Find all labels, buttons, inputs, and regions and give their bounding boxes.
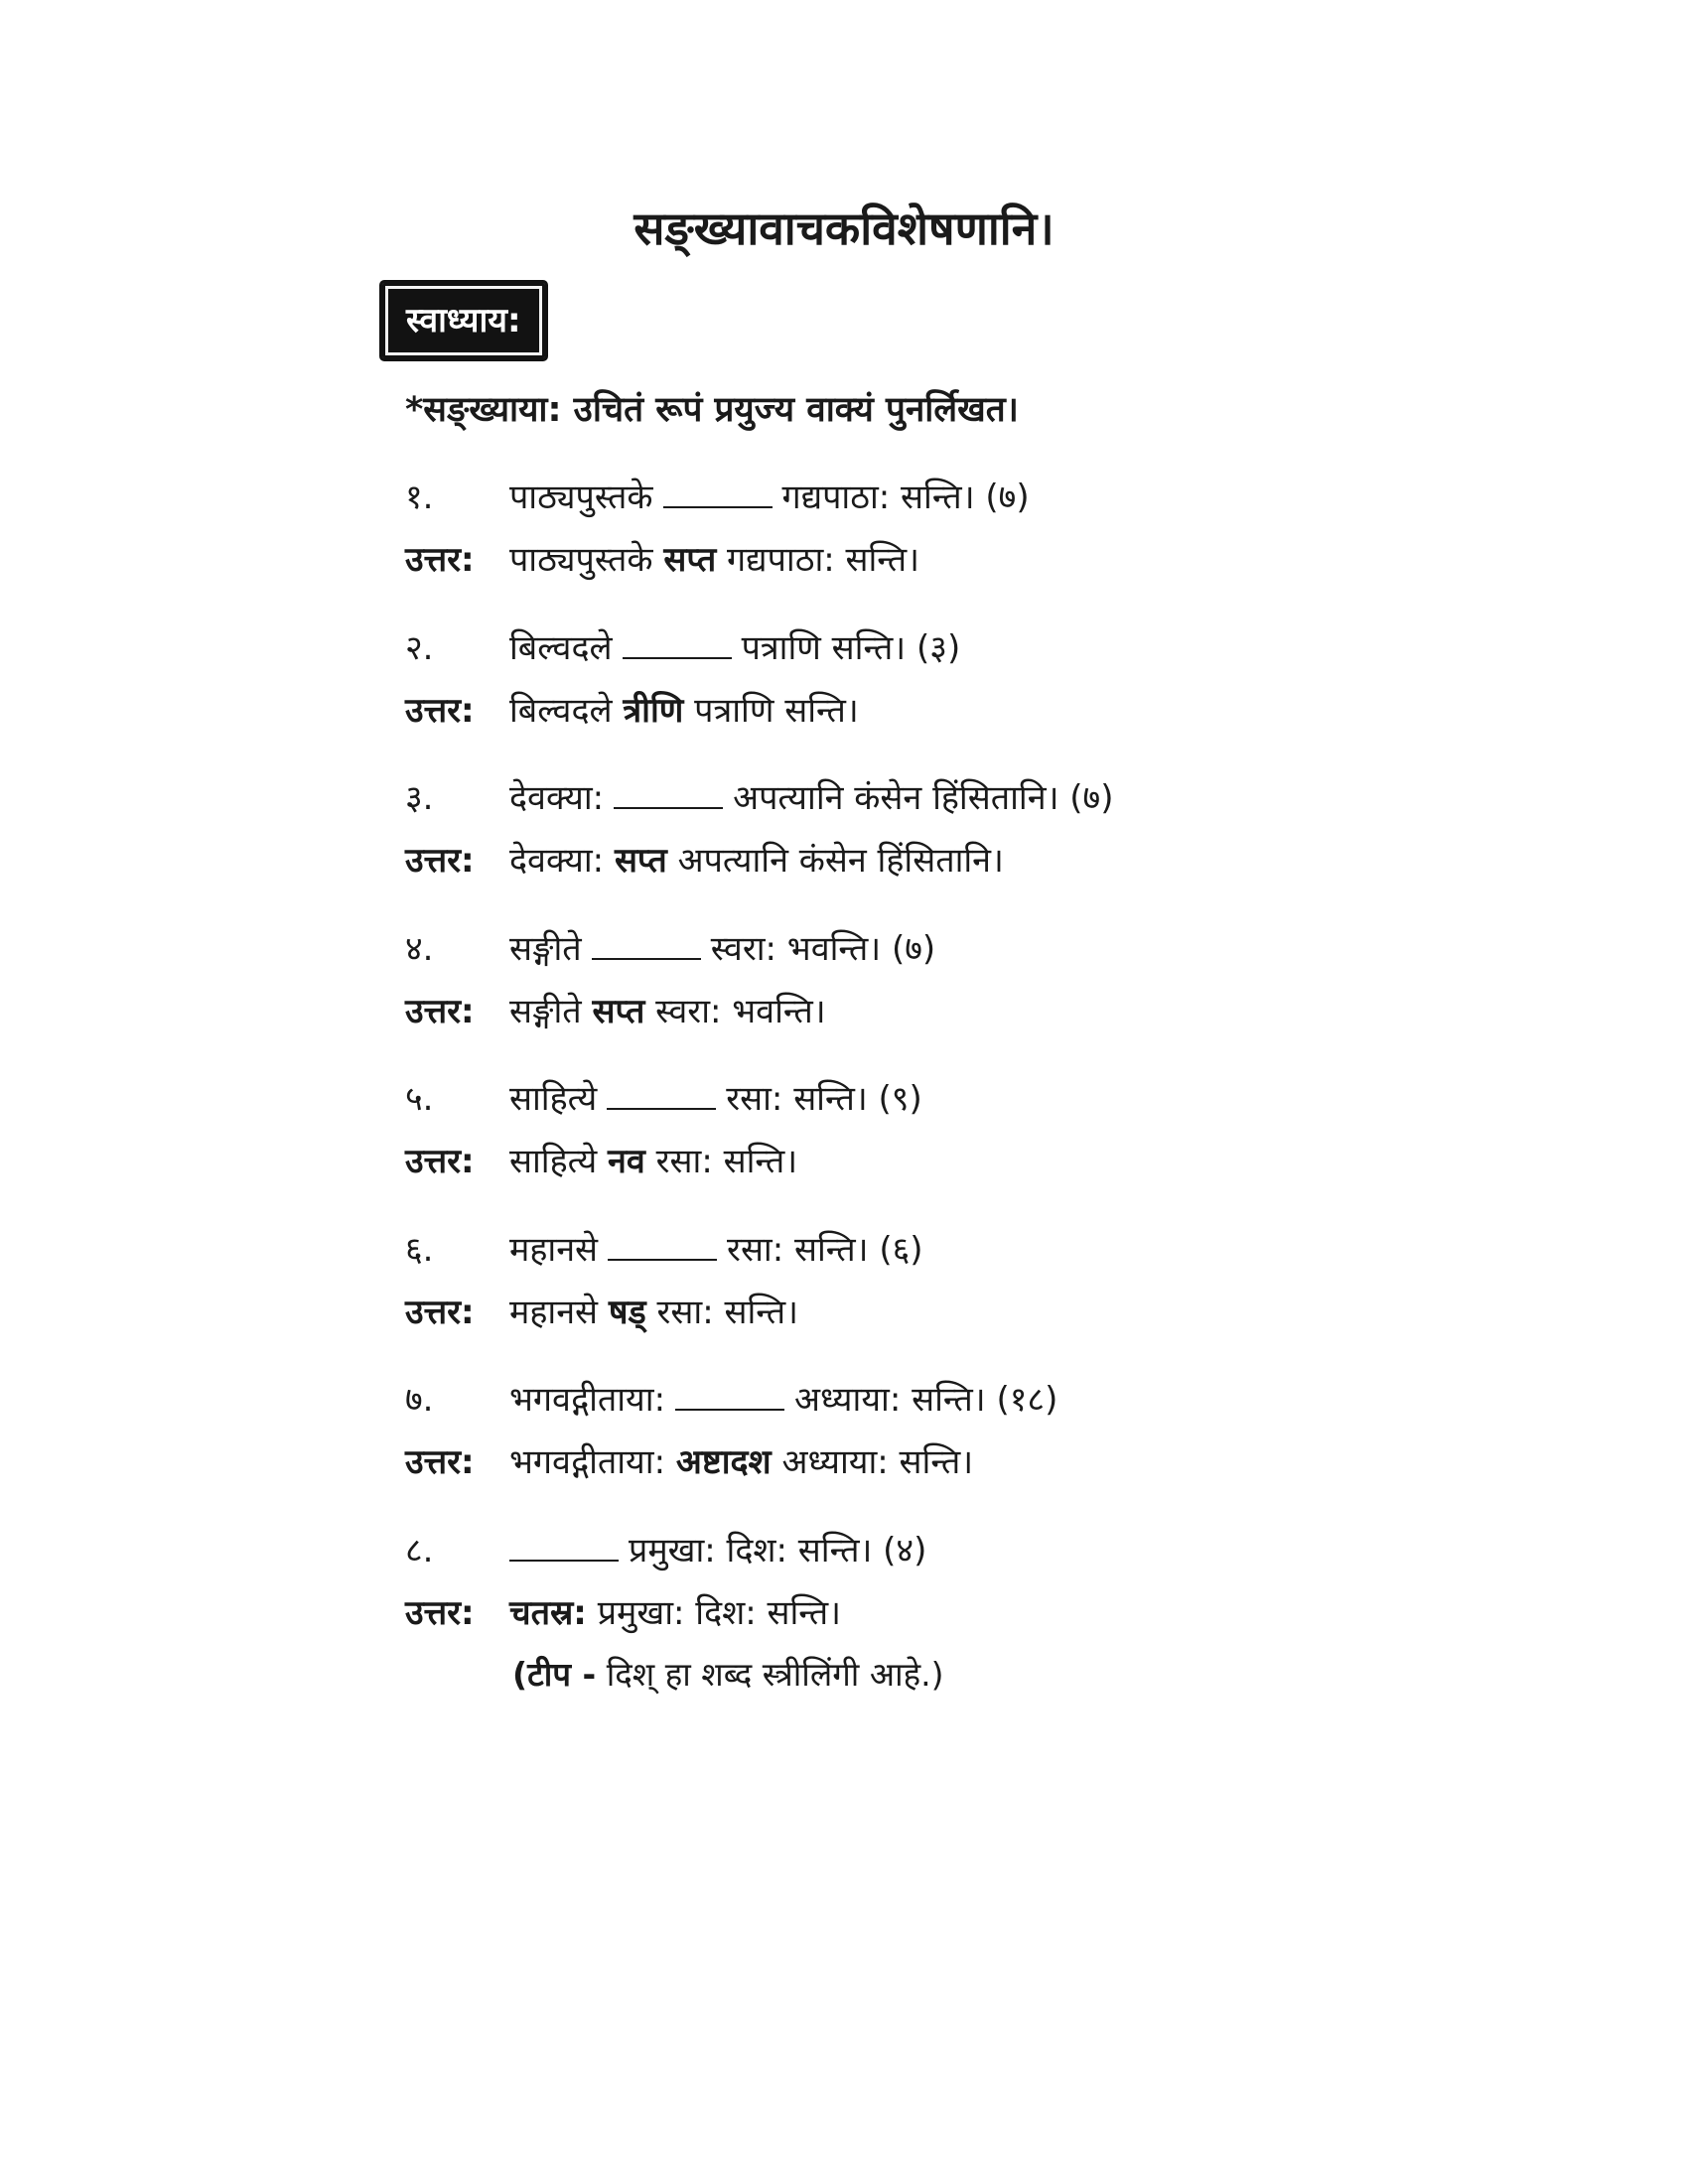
question-text-before: बिल्वदले <box>509 627 613 668</box>
question-text-after: रसा: सन्ति। (६) <box>727 1229 923 1270</box>
question-line <box>405 1520 1398 1582</box>
question-text-after: अध्याया: सन्ति। (१८) <box>794 1380 1058 1420</box>
question-line <box>405 467 1398 529</box>
answer-text-after: रसा: सन्ति। <box>655 1142 798 1181</box>
answer-text <box>509 981 826 1043</box>
question-text-after: रसा: सन्ति। (९) <box>726 1079 922 1119</box>
question-text-before: देवक्या: <box>509 778 605 818</box>
answer-text-after: रसा: सन्ति। <box>656 1292 799 1332</box>
answer-text-after: स्वरा: भवन्ति। <box>655 991 826 1031</box>
answer-text-after: अपत्यानि कंसेन हिंसितानि। <box>677 841 1004 881</box>
answer-text-after: पत्राणि सन्ति। <box>694 690 859 731</box>
answer-label: उत्तर: <box>405 1442 475 1482</box>
question-text-after: प्रमुखा: दिश: सन्ति। (४) <box>629 1530 927 1570</box>
answer-blank <box>607 1068 716 1110</box>
answer-highlight: चतस्र: <box>509 1592 587 1633</box>
question-line <box>405 1219 1398 1282</box>
answer-line <box>405 680 1398 743</box>
question-text-before: महानसे <box>509 1229 599 1270</box>
question-number: ३. <box>405 778 434 818</box>
answer-text <box>509 1131 797 1193</box>
answer-line <box>405 830 1398 892</box>
answer-line <box>405 1282 1398 1344</box>
question-line <box>405 918 1398 981</box>
answer-highlight: नव <box>608 1142 645 1181</box>
question-item <box>405 1219 1398 1370</box>
question-item <box>405 467 1398 617</box>
answer-text-after: अध्याया: सन्ति। <box>781 1442 974 1482</box>
question-text <box>509 918 935 981</box>
question-number: ७. <box>405 1380 434 1420</box>
question-line <box>405 617 1398 680</box>
question-text <box>509 1520 926 1582</box>
question-line <box>405 1369 1398 1432</box>
answer-highlight: सप्त <box>663 540 717 580</box>
answer-text <box>509 830 1004 892</box>
question-text-before: पाठ्यपुस्तके <box>509 478 653 517</box>
answer-blank <box>663 467 773 508</box>
answer-blank <box>509 1520 619 1562</box>
answer-label: उत्तर: <box>405 1592 475 1633</box>
answer-text-before: देवक्या: <box>509 841 605 881</box>
question-item <box>405 918 1398 1069</box>
note-prefix: (टीप - <box>512 1654 597 1694</box>
answer-text <box>509 1582 841 1645</box>
note-body: दिश् हा शब्द स्त्रीलिंगी आहे.) <box>606 1654 944 1694</box>
question-text-after: अपत्यानि कंसेन हिंसितानि। (७) <box>733 778 1114 818</box>
answer-blank <box>675 1369 784 1411</box>
answer-text-after: प्रमुखा: दिश: सन्ति। <box>597 1592 842 1633</box>
answer-text-before: सङ्गीते <box>509 991 582 1031</box>
answer-blank <box>592 918 701 960</box>
question-line <box>405 767 1398 830</box>
answer-line <box>405 1432 1398 1494</box>
question-line <box>405 1068 1398 1131</box>
question-text <box>509 1068 922 1131</box>
question-item <box>405 1369 1398 1520</box>
answer-blank <box>623 617 732 659</box>
answer-label: उत्तर: <box>405 1142 475 1181</box>
answer-label: उत्तर: <box>405 841 475 881</box>
question-text <box>509 1369 1057 1432</box>
answer-line <box>405 1582 1398 1645</box>
question-text-after: पत्राणि सन्ति। (३) <box>741 627 961 668</box>
answer-line <box>405 981 1398 1043</box>
section-label-badge: स्वाध्याय: <box>379 280 548 361</box>
grammar-note <box>512 1645 943 1705</box>
question-item <box>405 767 1398 918</box>
question-number: ४. <box>405 928 434 969</box>
answer-text-before: भगवद्गीताया: <box>509 1442 666 1482</box>
answer-text <box>509 529 919 592</box>
answer-text-before: पाठ्यपुस्तके <box>509 540 653 580</box>
answer-text-before: महानसे <box>509 1292 599 1332</box>
answer-highlight: सप्त <box>614 841 667 881</box>
answer-highlight: षड् <box>608 1292 646 1332</box>
answer-label: उत्तर: <box>405 540 475 580</box>
answer-line <box>405 1131 1398 1193</box>
answer-highlight: सप्त <box>592 991 645 1031</box>
answer-text <box>509 680 859 743</box>
answer-text-before: बिल्वदले <box>509 690 613 731</box>
question-item <box>405 1068 1398 1219</box>
answer-text <box>509 1432 973 1494</box>
question-text <box>509 467 1030 529</box>
answer-highlight: अष्टादश <box>675 1442 772 1482</box>
answer-text-after: गद्यपाठा: सन्ति। <box>727 540 920 580</box>
question-text-before: साहित्ये <box>509 1079 598 1119</box>
question-text-before: भगवद्गीताया: <box>509 1380 666 1420</box>
note-line <box>405 1645 1398 1705</box>
question-text-after: गद्यपाठा: सन्ति। (७) <box>781 478 1030 517</box>
answer-text <box>509 1282 798 1344</box>
question-item <box>405 617 1398 768</box>
question-text <box>509 767 1114 830</box>
answer-label: उत्तर: <box>405 1292 475 1332</box>
question-number: ८. <box>405 1530 434 1570</box>
question-number: २. <box>405 627 434 668</box>
question-text-after: स्वरा: भवन्ति। (७) <box>710 928 936 969</box>
question-text-before: सङ्गीते <box>509 928 582 969</box>
question-list <box>405 467 1398 1694</box>
instruction-heading: *सङ्ख्याया: उचितं रूपं प्रयुज्य वाक्यं पुनर्लिखत। <box>405 390 1019 430</box>
question-number: १. <box>405 478 434 517</box>
answer-label: उत्तर: <box>405 690 475 731</box>
answer-highlight: त्रीणि <box>623 690 684 731</box>
question-number: ६. <box>405 1229 434 1270</box>
answer-text-before: साहित्ये <box>509 1142 598 1181</box>
answer-line <box>405 529 1398 592</box>
question-text <box>509 617 960 680</box>
question-item <box>405 1520 1398 1694</box>
answer-label: उत्तर: <box>405 991 475 1031</box>
answer-blank <box>614 767 723 809</box>
answer-blank <box>608 1219 717 1261</box>
question-number: ५. <box>405 1079 434 1119</box>
question-text <box>509 1219 923 1282</box>
page-title: सङ्ख्यावाचकविशेषणानि। <box>633 202 1055 255</box>
